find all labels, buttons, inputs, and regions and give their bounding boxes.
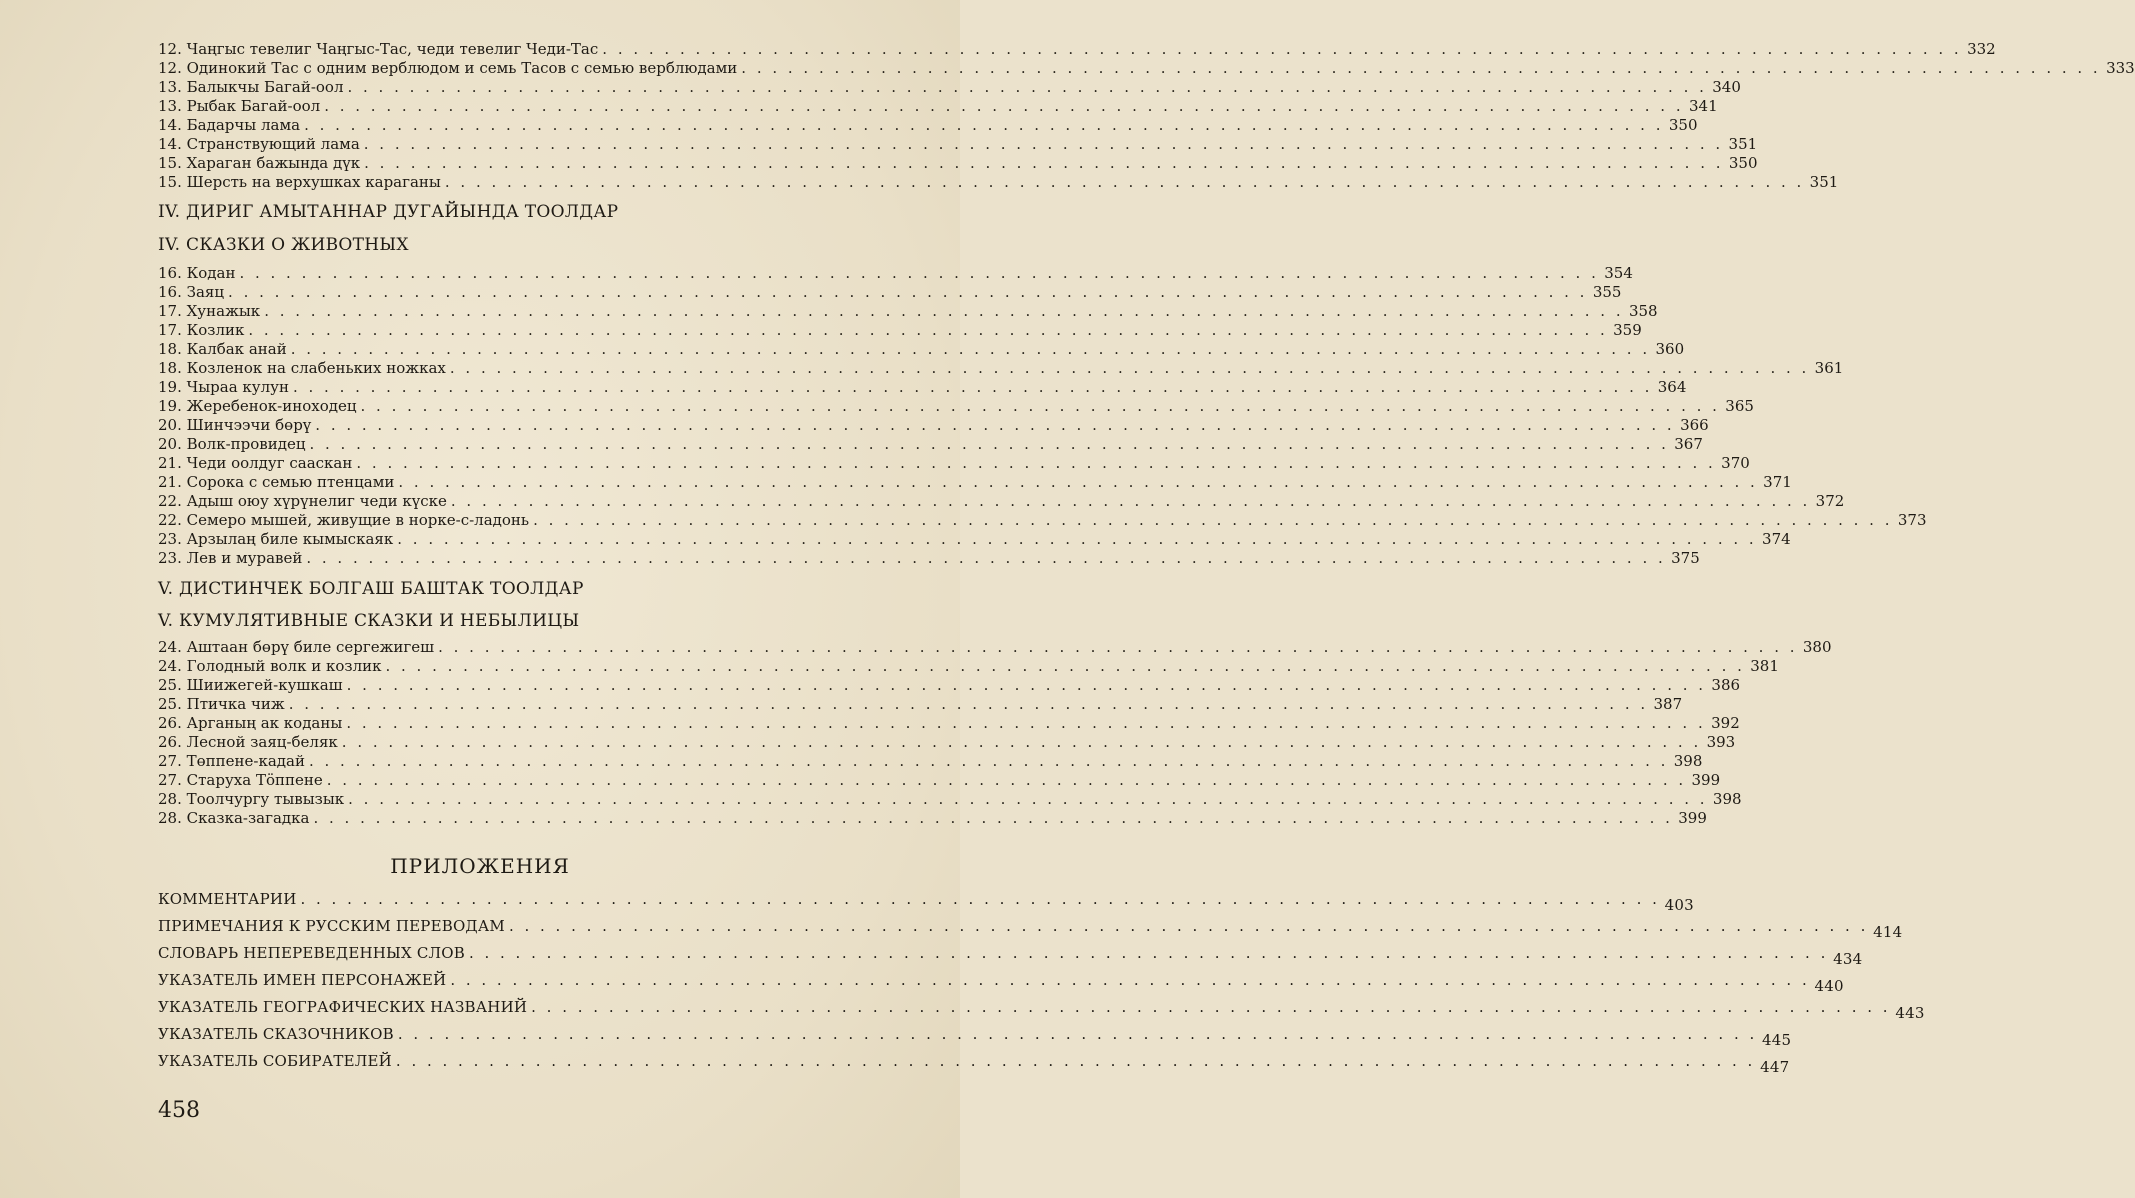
toc-entry: 14. Странствующий лама . . . 351	[158, 135, 878, 154]
toc-entry: 20. Волк-провидец . . . 367	[158, 435, 878, 454]
appendix-entry: УКАЗАТЕЛЬ СОБИРАТЕЛЕЙ . . . 447	[158, 1048, 878, 1075]
toc-entry: 28. Сказка-загадка . . . 399	[158, 809, 878, 828]
toc-entry: 14. Бадарчы лама . . . 350	[158, 116, 878, 135]
toc-entry: 26. Арганың ак коданы . . . 392	[158, 714, 878, 733]
appendix-entry: ПРИМЕЧАНИЯ К РУССКИМ ПЕРЕВОДАМ . . . 414	[158, 913, 878, 940]
toc-entry: 13. Рыбак Багай-оол . . . 341	[158, 97, 878, 116]
toc-entry: 19. Жеребенок-иноходец . . . 365	[158, 397, 878, 416]
appendix-entry: УКАЗАТЕЛЬ ГЕОГРАФИЧЕСКИХ НАЗВАНИЙ . . . 443	[158, 994, 878, 1021]
toc-entry: 17. Козлик . . . 359	[158, 321, 878, 340]
toc-group-12-15	[158, 40, 2135, 192]
appendix-title: ПРИЛОЖЕНИЯ	[390, 854, 570, 878]
toc-entry: 24. Аштаан бөрү биле сергежигеш . . . 380	[158, 638, 878, 657]
toc-entry: 18. Калбак анай . . . 360	[158, 340, 878, 359]
appendix-entry: УКАЗАТЕЛЬ СКАЗОЧНИКОВ . . . 445	[158, 1021, 878, 1048]
toc-group-24-28	[158, 638, 1832, 828]
toc-entry: 25. Птичка чиж . . . 387	[158, 695, 878, 714]
section-v-heading-russian: V. КУМУЛЯТИВНЫЕ СКАЗКИ И НЕБЫЛИЦЫ	[158, 611, 580, 631]
toc-entry: 21. Сорока с семью птенцами . . . 371	[158, 473, 878, 492]
toc-entry: 16. Заяц . . . 355	[158, 283, 878, 302]
toc-entry: 26. Лесной заяц-беляк . . . 393	[158, 733, 878, 752]
toc-entry: 19. Чыраа кулун . . . 364	[158, 378, 878, 397]
toc-entry: 22. Адыш оюу хүрүнелиг чеди күске . . . 372	[158, 492, 878, 511]
section-v-heading-tuvan: V. ДИСТИНЧЕК БОЛГАШ БАШТАК ТООЛДАР	[158, 579, 584, 599]
toc-entry: 24. Голодный волк и козлик . . . 381	[158, 657, 878, 676]
toc-entry: 21. Чеди оолдуг сааскан . . . 370	[158, 454, 878, 473]
toc-entry: 23. Арзылаң биле кымыскаяк . . . 374	[158, 530, 878, 549]
toc-entry: 20. Шинчээчи бөрү . . . 366	[158, 416, 878, 435]
toc-entry: 18. Козленок на слабеньких ножках . . . 361	[158, 359, 878, 378]
toc-entry: 27. Старуха Тöппене . . . 399	[158, 771, 878, 790]
toc-group-16-23	[158, 264, 1927, 568]
appendix-list	[158, 886, 1925, 1076]
appendix-entry: СЛОВАРЬ НЕПЕРЕВЕДЕННЫХ СЛОВ . . . 434	[158, 940, 878, 967]
toc-entry: 15. Шерсть на верхушках караганы . . . 351	[158, 173, 878, 192]
toc-entry: 23. Лев и муравей . . . 375	[158, 549, 878, 568]
toc-entry: 22. Семеро мышей, живущие в норке-с-ладонь . . . 373	[158, 511, 878, 530]
appendix-entry: УКАЗАТЕЛЬ ИМЕН ПЕРСОНАЖЕЙ . . . 440	[158, 967, 878, 994]
toc-entry: 17. Хунажык . . . 358	[158, 302, 878, 321]
toc-entry: 27. Төппене-кадай . . . 398	[158, 752, 878, 771]
toc-entry: 25. Шиижегей-кушкаш . . . 386	[158, 676, 878, 695]
toc-entry: 12. Чаңгыс тевелиг Чаңгыс-Тас, чеди тевелиг Чеди-Тас . . . 332	[158, 40, 878, 59]
toc-entry: 15. Хараган бажында дүк . . . 350	[158, 154, 878, 173]
toc-entry: 28. Тоолчургу тывызык . . . 398	[158, 790, 878, 809]
page-number: 458	[158, 1098, 200, 1123]
section-iv-heading-tuvan: IV. ДИРИГ АМЫТАННАР ДУГАЙЫНДА ТООЛДАР	[158, 202, 619, 222]
section-iv-heading-russian: IV. СКАЗКИ О ЖИВОТНЫХ	[158, 235, 409, 255]
toc-entry: 12. Одинокий Тас с одним верблюдом и семь Тасов с семью верблюдами . . . 333	[158, 59, 878, 78]
toc-entry: 13. Балыкчы Багай-оол . . . 340	[158, 78, 878, 97]
toc-entry: 16. Кодан . . . 354	[158, 264, 878, 283]
appendix-entry: КОММЕНТАРИИ . . . 403	[158, 886, 878, 913]
